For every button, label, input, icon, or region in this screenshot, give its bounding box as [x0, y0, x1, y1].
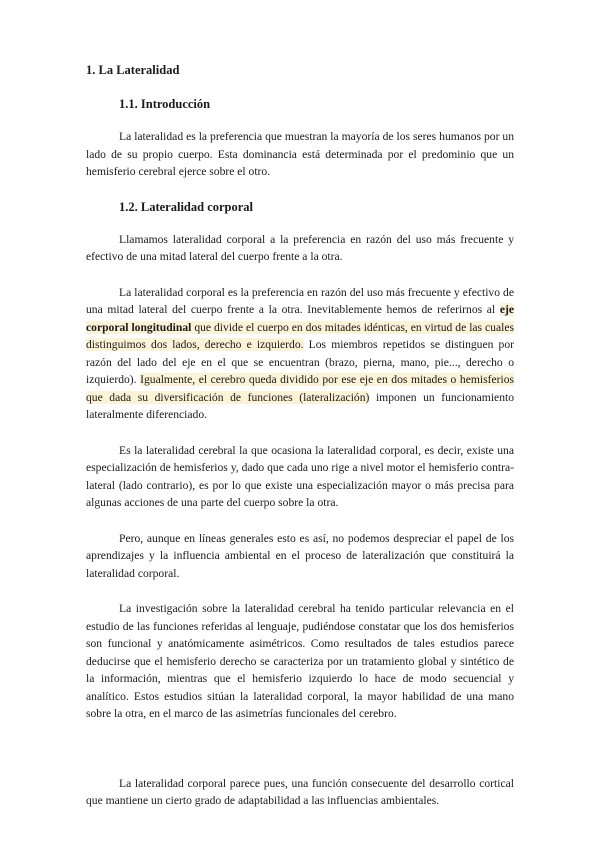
highlighted-text: Igualmente, el cerebro queda dividido por ese eje en dos mitades o hemisferios que dada su diversificación de funciones (lateralización): [86, 373, 515, 404]
paragraph-definition: Llamamos lateralidad corporal a la preferencia en razón del uso más frecuente y efectivo de una mitad lateral del cuerpo frente a la otra.: [86, 232, 514, 263]
section-title-lateralidad-corporal: 1.2. Lateralidad corporal: [119, 199, 254, 214]
paragraph-eje-corporal: [86, 284, 514, 424]
paragraph-aprendizajes: Pero, aunque en líneas generales esto es así, no podemos despreciar el papel de los aprendizajes y la influencia ambiental en el proceso de lateralización que constituirá la lateralidad corporal.: [86, 531, 514, 580]
highlighted-text: que divide el cuerpo en dos mitades idénticas, en virtud de las cuales distinguimos dos lados, derecho e izquierdo.: [86, 320, 514, 351]
paragraph-lateralidad-cerebral: Es la lateralidad cerebral la que ocasiona la lateralidad corporal, es decir, existe una especialización de hemisferios y, dado que cada uno rige a nivel motor el hemisferio contra-lateral (lado contrario), es por lo que existe una especialización mayor o más precisa para algunas acciones de una parte del cuerpo sobre la otra.: [86, 443, 514, 509]
document-page: [86, 62, 514, 828]
paragraph-intro: La lateralidad es la preferencia que muestran la mayoría de los seres humanos por un lado de su propio cuerpo. Esta dominancia está determinada por el predominio que un hemisferio cerebral ejerce sobre el otro.: [86, 130, 514, 178]
paragraph-investigacion: La investigación sobre la lateralidad cerebral ha tenido particular relevancia en el estudio de las funciones referidas al lenguaje, pudiéndose constatar que los dos hemisferios son funcional y anatómicamente asimétricos. Como resultados de tales estudios parece deducirse que el hemisferio derecho se caracteriza por un tratamiento global y sintético de la información, mientras que el hemisferio izquierdo lo hace de modo secuencial y analítico. Estos estudios sitúan la lateralidad corporal, la mayor habilidad de una mano sobre la otra, en el marco de las asimetrías funcionales del cerebro.: [86, 602, 514, 720]
section-title-introduccion: 1.1. Introducción: [119, 97, 211, 111]
bold-term-eje-corporal: eje corporal longitudinal: [86, 303, 514, 334]
paragraph-conclusion: La lateralidad corporal parece pues, una función consecuente del desarrollo cortical que mantiene un cierto grado de adaptabilidad a las influencias ambientales.: [86, 776, 514, 807]
text-run: La lateralidad corporal es la preferencia en razón del uso más frecuente y efectivo de una mitad lateral del cuerpo frente a la otra. Inevitablemente hemos de referirnos al: [86, 285, 514, 316]
spacer: [86, 741, 514, 775]
text-run: Los miembros repetidos se distinguen por razón del lado del eje en el que se encuentran (brazo, pierna, mano, pie..., derecho o izquierdo).: [86, 338, 514, 386]
chapter-heading: 1. La Lateralidad: [86, 63, 180, 77]
text-run: imponen un funcionamiento lateralmente diferenciado.: [86, 390, 515, 421]
